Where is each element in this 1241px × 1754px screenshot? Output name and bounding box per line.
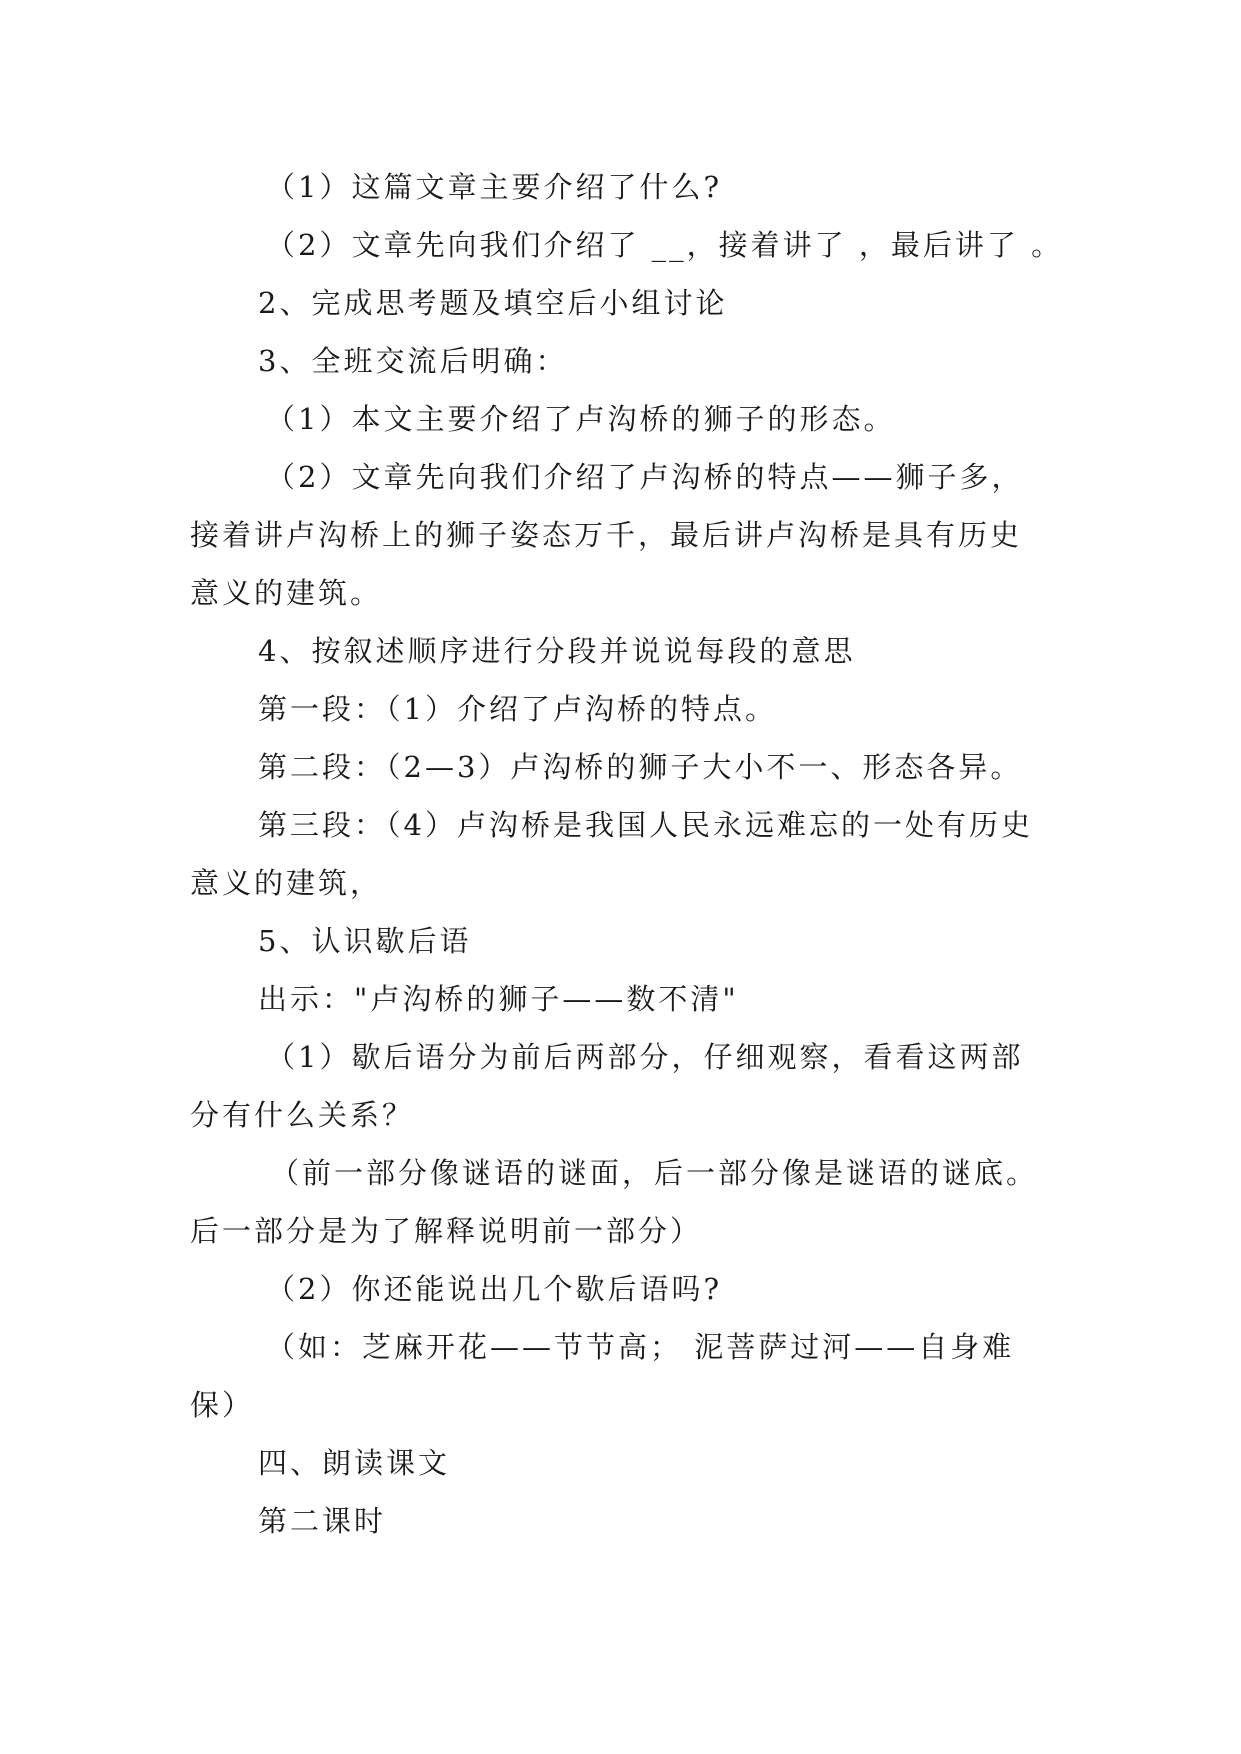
xiehouyu-question-1-line: （1）歇后语分为前后两部分，仔细观察，看看这两部 xyxy=(266,1040,1024,1074)
section-3-continuation-line: 意义的建筑， xyxy=(190,866,383,900)
second-lesson-heading: 第二课时 xyxy=(258,1504,387,1538)
step-3-line: 3、全班交流后明确： xyxy=(258,344,568,378)
xiehouyu-examples-line: （如：芝麻开花——节节高； 泥菩萨过河——自身难 xyxy=(266,1330,1015,1364)
question-1-line: （1）这篇文章主要介绍了什么? xyxy=(266,170,722,204)
question-2-line: （2）文章先向我们介绍了 __，接着讲了 ，最后讲了 。 xyxy=(266,228,1064,262)
answer-2-end-line: 意义的建筑。 xyxy=(190,576,383,610)
step-4-line: 4、按叙述顺序进行分段并说说每段的意思 xyxy=(258,634,856,668)
section-2-line: 第二段：（2—3）卢沟桥的狮子大小不一、形态各异。 xyxy=(258,750,1023,784)
step-four-heading: 四、朗读课文 xyxy=(258,1446,451,1480)
section-3-line: 第三段：（4）卢沟桥是我国人民永远难忘的一处有历史 xyxy=(258,808,1033,842)
answer-1-line: （1）本文主要介绍了卢沟桥的狮子的形态。 xyxy=(266,402,896,436)
answer-2-line: （2）文章先向我们介绍了卢沟桥的特点——狮子多， xyxy=(266,460,1024,494)
xiehouyu-question-1-continuation-line: 分有什么关系？ xyxy=(190,1098,415,1132)
step-2-line: 2、完成思考题及填空后小组讨论 xyxy=(258,286,728,320)
section-1-line: 第一段：（1）介绍了卢沟桥的特点。 xyxy=(258,692,777,726)
xiehouyu-explanation-continuation-line: 后一部分是为了解释说明前一部分） xyxy=(190,1214,703,1248)
display-line: 出示："卢沟桥的狮子——数不清" xyxy=(258,982,739,1016)
xiehouyu-question-2-line: （2）你还能说出几个歇后语吗? xyxy=(266,1272,722,1306)
answer-2-continuation-line: 接着讲卢沟桥上的狮子姿态万千，最后讲卢沟桥是具有历史 xyxy=(190,518,1023,552)
xiehouyu-examples-end-line: 保） xyxy=(190,1388,255,1422)
xiehouyu-explanation-line: （前一部分像谜语的谜面，后一部分像是谜语的谜底。 xyxy=(270,1156,1039,1190)
step-5-line: 5、认识歇后语 xyxy=(258,924,472,958)
